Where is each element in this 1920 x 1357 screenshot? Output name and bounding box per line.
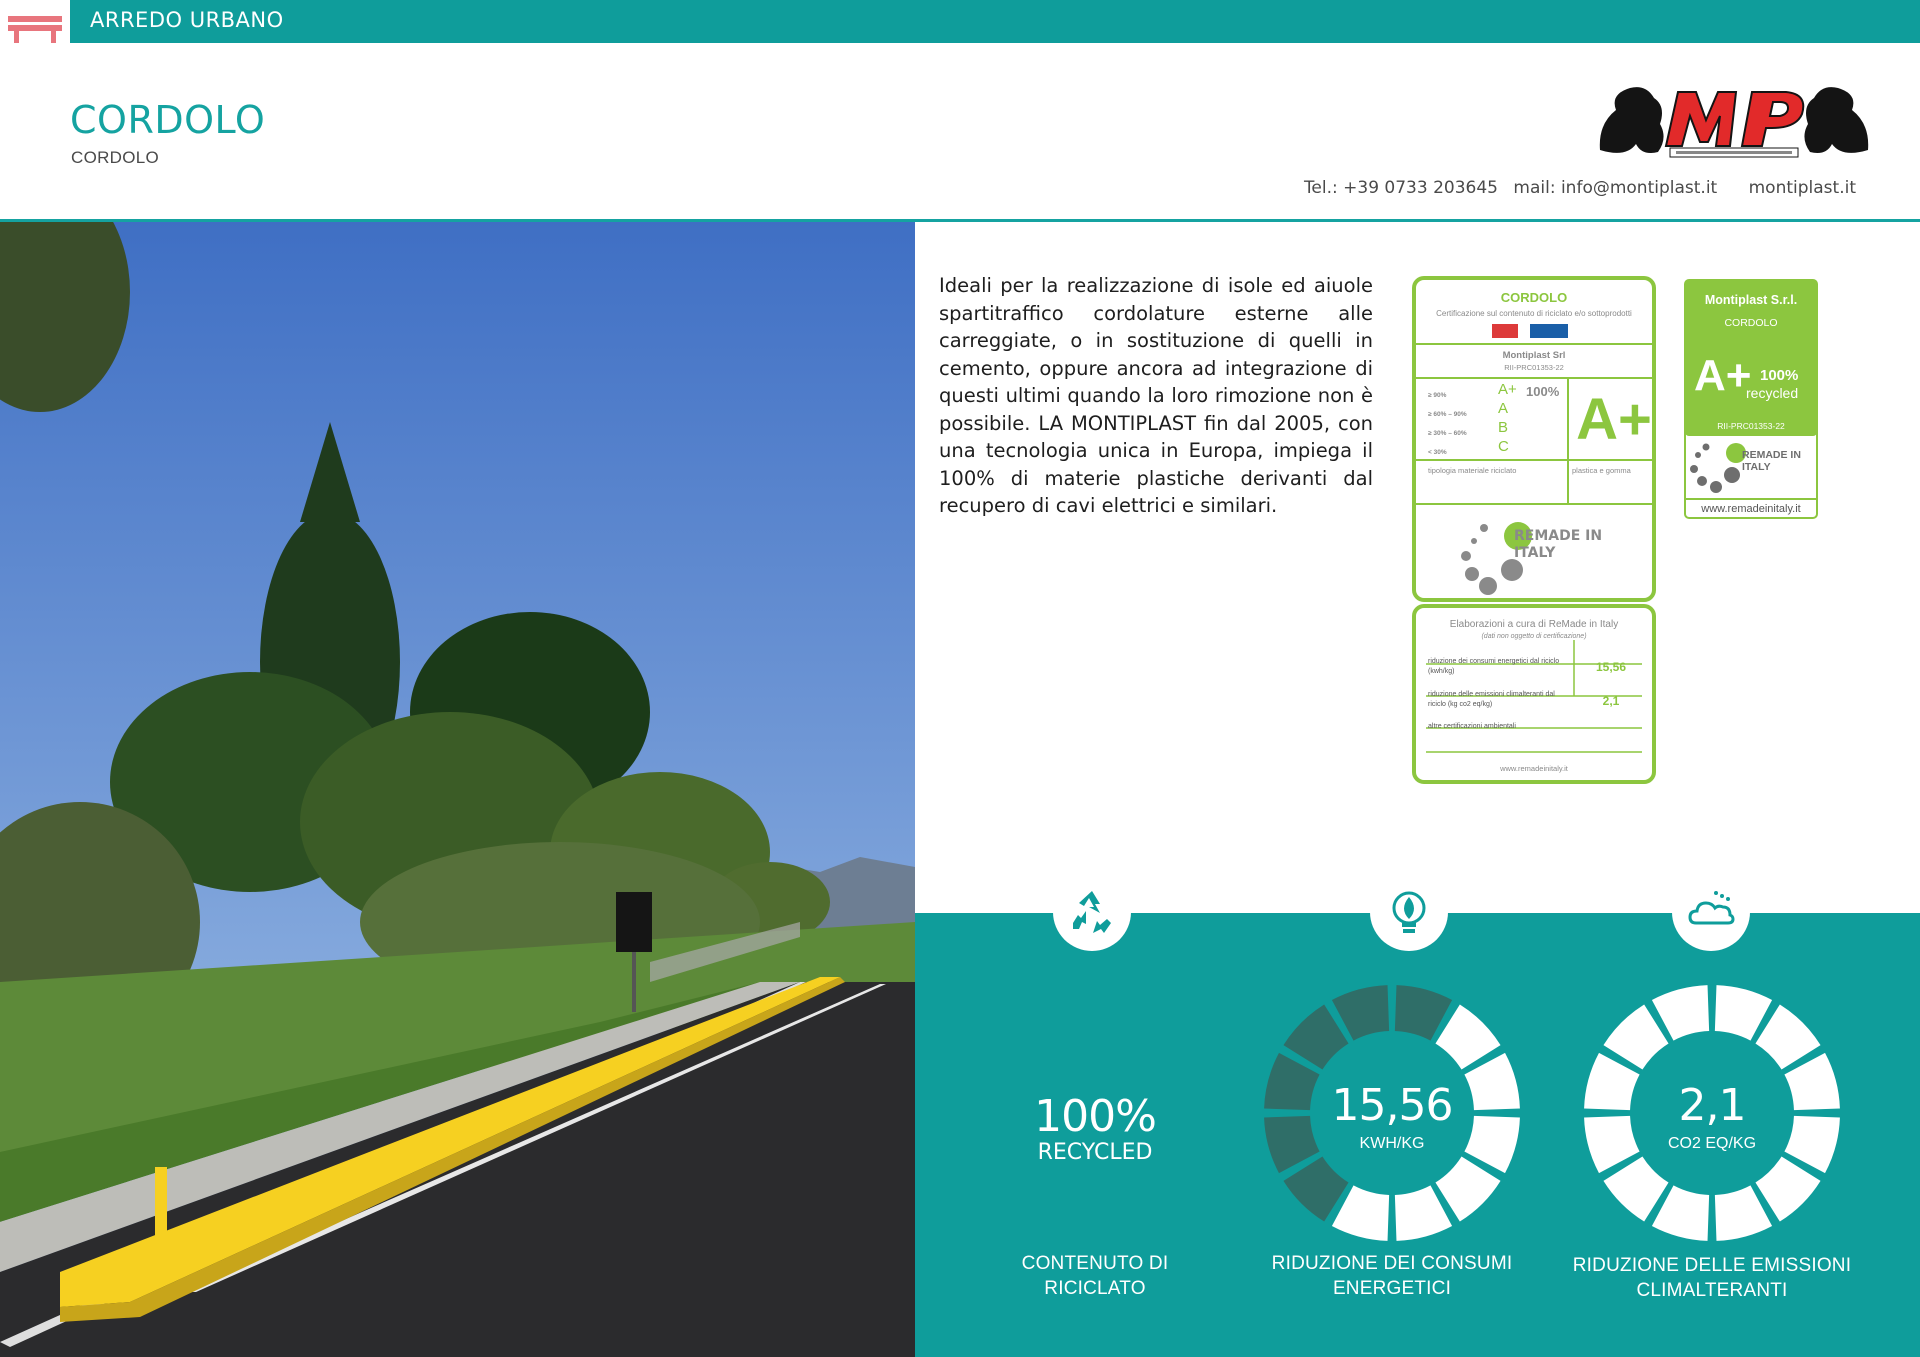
- product-photo: [0, 222, 915, 1357]
- small-recycled: recycled: [1746, 385, 1799, 401]
- website-link[interactable]: montiplast.it: [1748, 178, 1856, 198]
- caption-line: CLIMALTERANTI: [1636, 1280, 1788, 1301]
- section-label: ARREDO URBANO: [90, 8, 284, 32]
- cert-company: Montiplast Srl: [1502, 350, 1566, 361]
- small-product: CORDOLO: [1724, 317, 1778, 329]
- cert-co2-label: riduzione delle emissioni climalteranti dal riciclo (kg co2 eq/kg): [1428, 691, 1555, 708]
- contact-info: [1294, 178, 1856, 198]
- recycled-badge-label: [1684, 279, 1818, 519]
- energy-unit: KWH/KG: [1359, 1135, 1425, 1152]
- co2-value: 2,1: [1678, 1080, 1746, 1131]
- class-row: C: [1498, 438, 1509, 455]
- product-description: Ideali per la realizzazione di isole ed aiuole spartitraffico cordolature esterne alle carreggiate, o in sostituzione di quelli in cemento, oppure ancora ad integrazione di questi ultimi quando la loro rimozione non è possibile. LA MONTIPLAST fin dal 2005, con una tecnologia unica in Europa, impiega il 100% di materie plastiche derivanti dal recupero di cavi elettrici e similari.: [939, 274, 1373, 517]
- co2-caption: [1567, 1253, 1857, 1303]
- bulb-icon: [1384, 887, 1434, 937]
- cert-co2-value: 2,1: [1602, 694, 1620, 708]
- cert-remade-logo: REMADE IN ITALY: [1514, 528, 1603, 561]
- small-code: RII-PRC01353-22: [1717, 421, 1785, 431]
- montiplast-logo: [1596, 80, 1872, 162]
- certification-label: [1412, 276, 1656, 786]
- small-remade-logo: REMADE IN ITALY: [1742, 449, 1801, 473]
- small-company: Montiplast S.r.l.: [1704, 293, 1798, 307]
- recycled-unit: RECYCLED: [1037, 1140, 1153, 1165]
- ring-segment: [1283, 1004, 1348, 1069]
- cert-energy-label: riduzione dei consumi energetici dal riciclo (kwh/kg): [1428, 658, 1560, 675]
- range-row: ≥ 30% – 60%: [1428, 430, 1467, 437]
- co2-unit: CO2 EQ/KG: [1667, 1135, 1757, 1152]
- small-percent: 100%: [1760, 367, 1799, 384]
- ring-segment: [1283, 1156, 1348, 1221]
- sustainability-stats-panel: [915, 913, 1920, 1357]
- cert-other-label: altre certificazioni ambientali: [1428, 723, 1516, 730]
- energy-stat: [1292, 1080, 1492, 1153]
- caption-line: RICICLATO: [1044, 1278, 1146, 1299]
- class-row: A: [1498, 400, 1509, 417]
- cert-elab-note: (dati non oggetto di certificazione): [1481, 633, 1587, 640]
- ring-segment: [1755, 1004, 1820, 1069]
- ring-segment: [1603, 1004, 1668, 1069]
- cert-percent: 100%: [1526, 384, 1560, 399]
- cert-grade: A+: [1576, 387, 1652, 452]
- page-subtitle: CORDOLO: [71, 148, 160, 167]
- recycled-stat: [985, 1091, 1205, 1165]
- cert-material-label: tipologia materiale riciclato: [1428, 466, 1517, 475]
- cert-title: Certificazione sul contenuto di riciclato e/o sottoprodotti: [1436, 309, 1632, 318]
- class-row: B: [1498, 419, 1509, 436]
- class-row: A+: [1498, 381, 1517, 398]
- cert-code: RII-PRC01353-22: [1504, 363, 1564, 372]
- email-address[interactable]: mail: info@montiplast.it: [1513, 178, 1718, 198]
- ring-segment: [1435, 1156, 1500, 1221]
- page-title: CORDOLO: [70, 98, 266, 142]
- cert-site: www.remadeinitaly.it: [1500, 764, 1568, 773]
- cloud-icon: [1686, 887, 1736, 937]
- small-site: www.remadeinitaly.it: [1701, 503, 1801, 515]
- ring-segment: [1755, 1156, 1820, 1221]
- recycled-caption: [980, 1251, 1210, 1301]
- range-row: ≥ 60% – 90%: [1428, 411, 1467, 418]
- ring-segment: [1603, 1156, 1668, 1221]
- range-row: < 30%: [1428, 449, 1447, 456]
- emissions-badge: [1672, 873, 1750, 951]
- recycled-value: 100%: [1034, 1091, 1156, 1142]
- top-bar: [0, 0, 1920, 43]
- range-row: ≥ 90%: [1428, 392, 1447, 399]
- caption-line: RIDUZIONE DEI CONSUMI: [1271, 1253, 1513, 1274]
- cert-elab-title: Elaborazioni a cura di ReMade in Italy: [1449, 619, 1619, 630]
- caption-line: ENERGETICI: [1332, 1278, 1452, 1299]
- recycle-badge: [1053, 873, 1131, 951]
- bench-icon: [0, 0, 70, 43]
- cert-classes: [1498, 380, 1528, 456]
- energy-caption: [1257, 1251, 1527, 1301]
- cert-material-value: plastica e gomma: [1572, 466, 1631, 475]
- small-grade: A+: [1694, 351, 1752, 400]
- phone-number[interactable]: Tel.: +39 0733 203645: [1303, 178, 1498, 198]
- cert-product: CORDOLO: [1500, 290, 1568, 305]
- recycle-icon: [1067, 887, 1117, 937]
- caption-line: RIDUZIONE DELLE EMISSIONI: [1572, 1255, 1852, 1276]
- cert-energy-value: 15,56: [1595, 660, 1627, 674]
- energy-badge: [1370, 873, 1448, 951]
- cert-ranges: [1428, 386, 1508, 462]
- energy-value: 15,56: [1331, 1080, 1453, 1131]
- co2-stat: [1612, 1080, 1812, 1153]
- caption-line: CONTENUTO DI: [1021, 1253, 1169, 1274]
- ring-segment: [1435, 1004, 1500, 1069]
